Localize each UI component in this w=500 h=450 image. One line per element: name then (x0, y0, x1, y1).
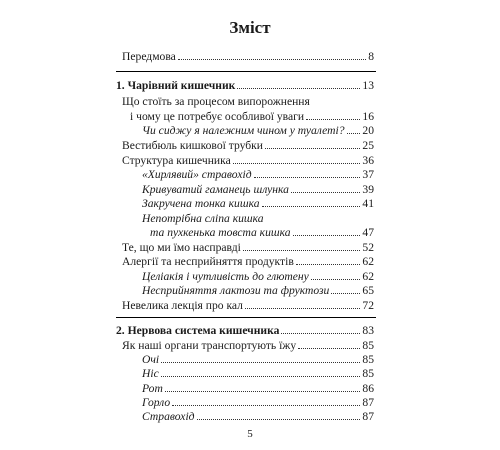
toc-entry-celiac[interactable] (142, 269, 374, 284)
toc-entry-page: 20 (362, 124, 374, 137)
toc-entry-eyes[interactable] (142, 352, 374, 367)
dot-leader (254, 177, 361, 178)
page-number: 5 (247, 428, 253, 440)
toc-entry-label: та пухкенька товста кишка (150, 226, 291, 239)
dot-leader (245, 308, 360, 309)
dot-leader (161, 362, 360, 363)
toc-entry-label-line: Непотрібна сліпа кишка (142, 212, 264, 225)
toc-entry-stomach[interactable] (142, 182, 374, 197)
toc-entry-transport[interactable] (122, 338, 374, 353)
toc-entry-label: Те, що ми їмо насправді (122, 241, 241, 254)
toc-entry-throat[interactable] (142, 395, 374, 410)
toc-entry-page: 85 (362, 339, 374, 352)
toc-entry-label: Вестибюль кишкової трубки (122, 139, 263, 152)
toc-entry-page: 85 (362, 353, 374, 366)
toc-entry-page: 25 (362, 139, 374, 152)
toc-entry-label: Як наші органи транспортують їжу (122, 339, 297, 352)
toc-entry-page: 39 (362, 183, 374, 196)
toc-entry-page: 85 (362, 367, 374, 380)
toc-chapter-1[interactable] (116, 78, 374, 93)
toc-entry-page: 65 (362, 284, 374, 297)
dot-leader (331, 293, 360, 294)
dot-leader (281, 333, 360, 334)
toc-entry-page: 62 (362, 255, 374, 268)
toc-entry-vestibule[interactable] (122, 138, 374, 153)
toc-entry-page: 47 (362, 226, 374, 239)
toc-entry-label: Алергії та несприйняття продуктів (122, 255, 294, 268)
dot-leader (306, 119, 360, 120)
toc-entry-page: 36 (362, 154, 374, 167)
toc-entry-label: Закручена тонка кишка (142, 197, 260, 210)
toc-entry-esophagus[interactable] (142, 167, 374, 182)
toc-entry-page: 86 (362, 382, 374, 395)
section-divider (116, 71, 376, 72)
dot-leader (298, 348, 360, 349)
dot-leader (161, 376, 361, 377)
toc-entry-preface[interactable] (122, 49, 374, 64)
toc-entry-structure[interactable] (122, 153, 374, 168)
toc-entry-label: Стравохід (142, 410, 195, 423)
dot-leader (237, 88, 360, 89)
toc-entry-page: 83 (362, 324, 374, 337)
toc-entry-label: Ніс (142, 367, 159, 380)
toc-entry-page: 16 (362, 110, 374, 123)
toc-entry-page: 87 (362, 410, 374, 423)
toc-entry-mouth[interactable] (142, 381, 374, 396)
toc-entry-label: Целіакія і чутливість до глютену (142, 270, 309, 283)
toc-entry-what-we-eat[interactable] (122, 240, 374, 255)
toc-entry-label: Горло (142, 396, 171, 409)
toc-entry-page: 62 (362, 270, 374, 283)
dot-leader (296, 264, 361, 265)
toc-entry-label: Рот (142, 382, 163, 395)
dot-leader (197, 419, 361, 420)
dot-leader (293, 235, 361, 236)
toc-entry-appendix-colon[interactable] (150, 225, 374, 240)
toc-entry-page: 41 (362, 197, 374, 210)
toc-entry-label: Структура кишечника (122, 154, 231, 167)
dot-leader (265, 148, 360, 149)
toc-entry-label: 1. Чарівний кишечник (116, 79, 236, 92)
toc-entry-page: 13 (362, 79, 374, 92)
toc-entry-lactose[interactable] (142, 283, 374, 298)
toc-entry-toilet[interactable] (142, 123, 374, 138)
toc-entry-page: 52 (362, 241, 374, 254)
dot-leader (291, 192, 360, 193)
toc-entry-label: Чи сиджу я належним чином у туалеті? (142, 124, 345, 137)
toc-entry-gullet[interactable] (142, 409, 374, 424)
dot-leader (165, 391, 361, 392)
toc-entry-label: Кривуватий гаманець шлунка (142, 183, 289, 196)
dot-leader (262, 206, 361, 207)
toc-entry-label: Передмова (122, 50, 176, 63)
toc-entry-label: Невелика лекція про кал (122, 299, 243, 312)
dot-leader (233, 163, 361, 164)
toc-entry-defecation[interactable] (130, 109, 374, 124)
section-divider (116, 317, 376, 318)
toc-entry-label: 2. Нервова система кишечника (116, 324, 280, 337)
dot-leader (311, 279, 361, 280)
page-title: Зміст (229, 18, 271, 37)
toc-entry-page: 87 (362, 396, 374, 409)
toc-entry-label-line: Що стоїть за процесом випорожнення (122, 95, 310, 108)
toc-entry-label: Очі (142, 353, 160, 366)
dot-leader (347, 133, 361, 134)
toc-entry-page: 72 (362, 299, 374, 312)
toc-entry-label: «Хирлявий» стравохід (142, 168, 252, 181)
toc-entry-allergies[interactable] (122, 254, 374, 269)
dot-leader (172, 405, 360, 406)
toc-chapter-2[interactable] (116, 323, 374, 338)
toc-entry-small-intestine[interactable] (142, 196, 374, 211)
toc-entry-label: і чому це потребує особливої уваги (130, 110, 305, 123)
toc-entry-page: 8 (368, 50, 374, 63)
dot-leader (243, 250, 361, 251)
toc-entry-page: 37 (362, 168, 374, 181)
toc-entry-stool-lecture[interactable] (122, 298, 374, 313)
dot-leader (178, 59, 366, 60)
toc-entry-nose[interactable] (142, 366, 374, 381)
toc-entry-label: Несприйняття лактози та фруктози (142, 284, 330, 297)
